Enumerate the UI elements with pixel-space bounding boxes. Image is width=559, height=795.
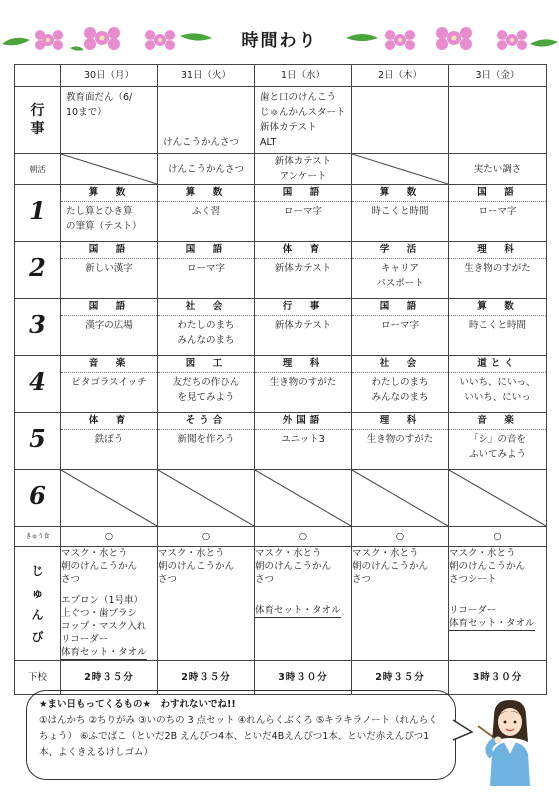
period-number: 2 — [15, 242, 61, 299]
period-empty-cell — [158, 470, 255, 527]
bubble-heading: ★まい日もってくるもの★ わすれないでね!! — [39, 699, 236, 710]
period-empty-cell — [61, 470, 158, 527]
asakatsu-cell: けんこうかんさつ — [158, 154, 255, 185]
corner-cell — [15, 65, 61, 87]
period-cell: 国 語 ローマ字 — [449, 185, 547, 242]
period-cell: 外国語 ユニット3 — [255, 413, 352, 470]
period-number: 1 — [15, 185, 61, 242]
header-day: 30日（月） — [61, 65, 158, 87]
period-cell: 国 語 ローマ字 — [158, 242, 255, 299]
timetable — [14, 64, 547, 695]
period-cell: 学 活 キャリア パスポート — [352, 242, 449, 299]
asakatsu-empty-cell — [352, 154, 449, 185]
junbi-label: じ ゅ ん び — [15, 547, 61, 661]
asakatsu-empty-cell — [61, 154, 158, 185]
period-empty-cell — [352, 470, 449, 527]
period-cell: 体 育 鉄ぼう — [61, 413, 158, 470]
period-row — [15, 470, 547, 527]
period-cell: 理 科 生き物のすがた — [255, 356, 352, 413]
kyushoku-mark: ○ — [449, 527, 547, 547]
gyoji-cell — [449, 87, 547, 154]
asakatsu-cell: 新体カテスト アンケート — [255, 154, 352, 185]
gekou-time: 2時３５分 — [158, 661, 255, 695]
period-cell: 道とく いいち、にいっ、 いいち、にいっ — [449, 356, 547, 413]
kyushoku-row — [15, 527, 547, 547]
period-cell: 国 語 ローマ字 — [352, 299, 449, 356]
period-empty-cell — [449, 470, 547, 527]
bubble-body: ①はんかち ②ちりがみ ③いのちの 3 点セット ④れんらくぶくろ ⑤キラキラノート（れんらくちょう） ⑥ふでばこ（といだ2B えんぴつ4本、といだ4Bえんぴつ1本、といだ赤えんぴつ1本、よくきえるけしゴム） — [39, 715, 438, 758]
period-cell: 算 数 時こくと時間 — [449, 299, 547, 356]
header-day: 3日（金） — [449, 65, 547, 87]
kyushoku-label: きゅう食 — [15, 527, 61, 547]
kyushoku-mark: ○ — [255, 527, 352, 547]
junbi-cell: マスク・水とう 朝のけんこうかん さつ — [352, 547, 449, 661]
header-day: 31日（火） — [158, 65, 255, 87]
gekou-time: 2時３５分 — [61, 661, 158, 695]
kyushoku-mark: ○ — [158, 527, 255, 547]
gekou-time: 3時３０分 — [449, 661, 547, 695]
gyoji-cell: 教育面だん（6/ 10まで） — [61, 87, 158, 154]
period-cell: 算 数 たし算とひき算 の筆算（テスト） — [61, 185, 158, 242]
daily-items-bubble — [26, 690, 456, 780]
kyushoku-mark: ○ — [61, 527, 158, 547]
junbi-row — [15, 547, 547, 661]
asakatsu-cell: 実たい調さ — [449, 154, 547, 185]
period-cell: 図 工 友だちの作ひん を見てみよう — [158, 356, 255, 413]
title-area — [0, 22, 559, 56]
period-row — [15, 299, 547, 356]
gyoji-label: 行 事 — [15, 87, 61, 154]
period-cell: 理 科 生き物のすがた — [449, 242, 547, 299]
period-cell: 音 楽 ピタゴラスイッチ — [61, 356, 158, 413]
period-cell: 算 数 ふく習 — [158, 185, 255, 242]
period-cell: 社 会 わたしのまち みんなのまち — [158, 299, 255, 356]
period-row — [15, 185, 547, 242]
gekou-time: 2時３５分 — [352, 661, 449, 695]
gekou-label: 下校 — [15, 661, 61, 695]
gyoji-cell: 歯と口のけんこう じゅんかんスタート 新体カテスト ALT — [255, 87, 352, 154]
period-cell: 算 数 時こくと時間 — [352, 185, 449, 242]
gyoji-cell — [352, 87, 449, 154]
period-cell: 社 会 わたしのまち みんなのまち — [352, 356, 449, 413]
period-cell: 国 語 漢字の広場 — [61, 299, 158, 356]
period-number: 6 — [15, 470, 61, 527]
kyushoku-mark: ○ — [352, 527, 449, 547]
page-title: 時間わり — [241, 31, 318, 51]
header-day: 1日（水） — [255, 65, 352, 87]
period-row — [15, 356, 547, 413]
period-number: 3 — [15, 299, 61, 356]
gyoji-cell: けんこうかんさつ — [158, 87, 255, 154]
junbi-cell: マスク・水とう 朝のけんこうかん さつシート リコーダー 体育セット・タオル — [449, 547, 547, 661]
junbi-cell: マスク・水とう 朝のけんこうかん さつ 体育セット・タオル — [255, 547, 352, 661]
period-cell: 行 事 新体カテスト — [255, 299, 352, 356]
period-cell: そう合 新聞を作ろう — [158, 413, 255, 470]
period-cell: 音 楽 「シ」の音を ふいてみよう — [449, 413, 547, 470]
period-cell: 理 科 生き物のすがた — [352, 413, 449, 470]
period-cell: 国 語 新しい漢字 — [61, 242, 158, 299]
period-cell: 体 育 新体カテスト — [255, 242, 352, 299]
junbi-cell: マスク・水とう 朝のけんこうかん さつ — [158, 547, 255, 661]
header-day: 2日（木） — [352, 65, 449, 87]
period-row — [15, 242, 547, 299]
period-number: 5 — [15, 413, 61, 470]
period-row — [15, 413, 547, 470]
gekou-time: 3時３０分 — [255, 661, 352, 695]
flower-decoration-right — [344, 22, 559, 56]
junbi-cell: マスク・水とう 朝のけんこうかん さつ エプロン（1号車） 上ぐつ・歯ブラシ コップ・マスク入れ リコーダー 体育セット・タオル — [61, 547, 158, 661]
asakatsu-label: 朝活 — [15, 154, 61, 185]
teacher-illustration-icon — [470, 696, 550, 786]
period-cell: 国 語 ローマ字 — [255, 185, 352, 242]
period-number: 4 — [15, 356, 61, 413]
period-empty-cell — [255, 470, 352, 527]
